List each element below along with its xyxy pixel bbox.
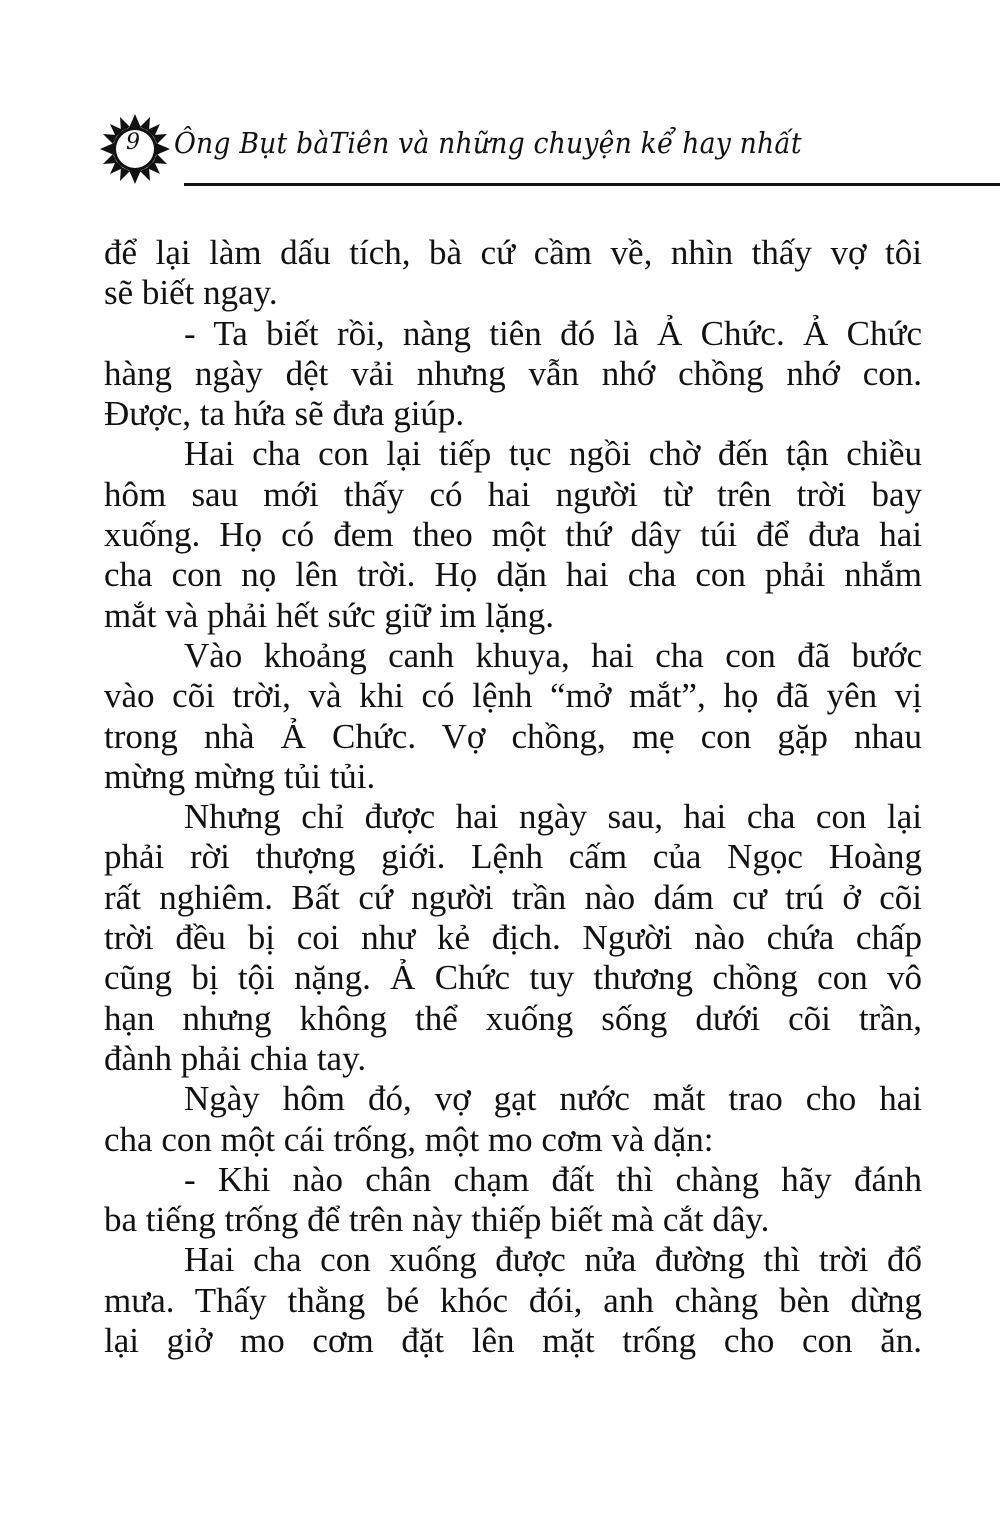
text-line: - Ta biết rồi, nàng tiên đó là Ả Chức. Ả Chức [184,313,922,353]
text-line: mừng mừng tủi tủi. [104,756,376,796]
text-line: đành phải chia tay. [104,1038,367,1078]
text-line: hôm sau mới thấy có hai người từ trên trời bay [104,474,922,514]
text-line: cha con một cái trống, một mo cơm và dặn: [104,1119,714,1159]
text-line: Ngày hôm đó, vợ gạt nước mắt trao cho hai [184,1079,922,1119]
header-divider [184,183,1000,186]
text-line: Hai cha con xuống được nửa đường thì trời đổ [184,1240,922,1280]
text-line: hàng ngày dệt vải nhưng vẫn nhớ chồng nhớ con. [104,353,922,393]
text-line: xuống. Họ có đem theo một thứ dây túi để đưa hai [104,515,922,555]
text-line: trời đều bị coi như kẻ địch. Người nào chứa chấp [104,918,922,958]
text-line: trong nhà Ả Chức. Vợ chồng, mẹ con gặp nhau [104,716,922,756]
text-line: rất nghiêm. Bất cứ người trần nào dám cư trú ở cõi [104,877,922,917]
text-line: ba tiếng trống để trên này thiếp biết mà cắt dây. [104,1200,770,1240]
text-line: - Khi nào chân chạm đất thì chàng hãy đánh [184,1159,922,1199]
text-line: cha con nọ lên trời. Họ dặn hai cha con phải nhắm [104,555,922,595]
text-line: phải rời thượng giới. Lệnh cấm của Ngọc Hoàng [104,837,922,877]
text-line: cũng bị tội nặng. Ả Chức tuy thương chồng con vô [104,958,922,998]
running-title: Ông Bụt bàTiên và những chuyện kể hay nhất [174,126,802,160]
text-line: Vào khoảng canh khuya, hai cha con đã bước [184,635,922,675]
text-line: lại giở mo cơm đặt lên mặt trống cho con ăn. [104,1321,922,1361]
text-line: mắt và phải hết sức giữ im lặng. [104,595,555,635]
page-header [100,112,960,192]
text-line: mưa. Thấy thằng bé khóc đói, anh chàng bèn dừng [104,1280,922,1320]
body-text [104,233,922,1361]
page-number: 9 [126,130,140,155]
text-line: Nhưng chỉ được hai ngày sau, hai cha con lại [184,797,922,837]
text-line: vào cõi trời, và khi có lệnh “mở mắt”, họ đã yên vị [104,676,922,716]
text-line: hạn nhưng không thể xuống sống dưới cõi trần, [104,998,922,1038]
text-line: để lại làm dấu tích, bà cứ cầm về, nhìn thấy vợ tôi [104,233,922,272]
text-line: sẽ biết ngay. [104,273,278,313]
text-line: Được, ta hứa sẽ đưa giúp. [104,394,465,434]
text-line: Hai cha con lại tiếp tục ngồi chờ đến tận chiều [184,434,922,474]
